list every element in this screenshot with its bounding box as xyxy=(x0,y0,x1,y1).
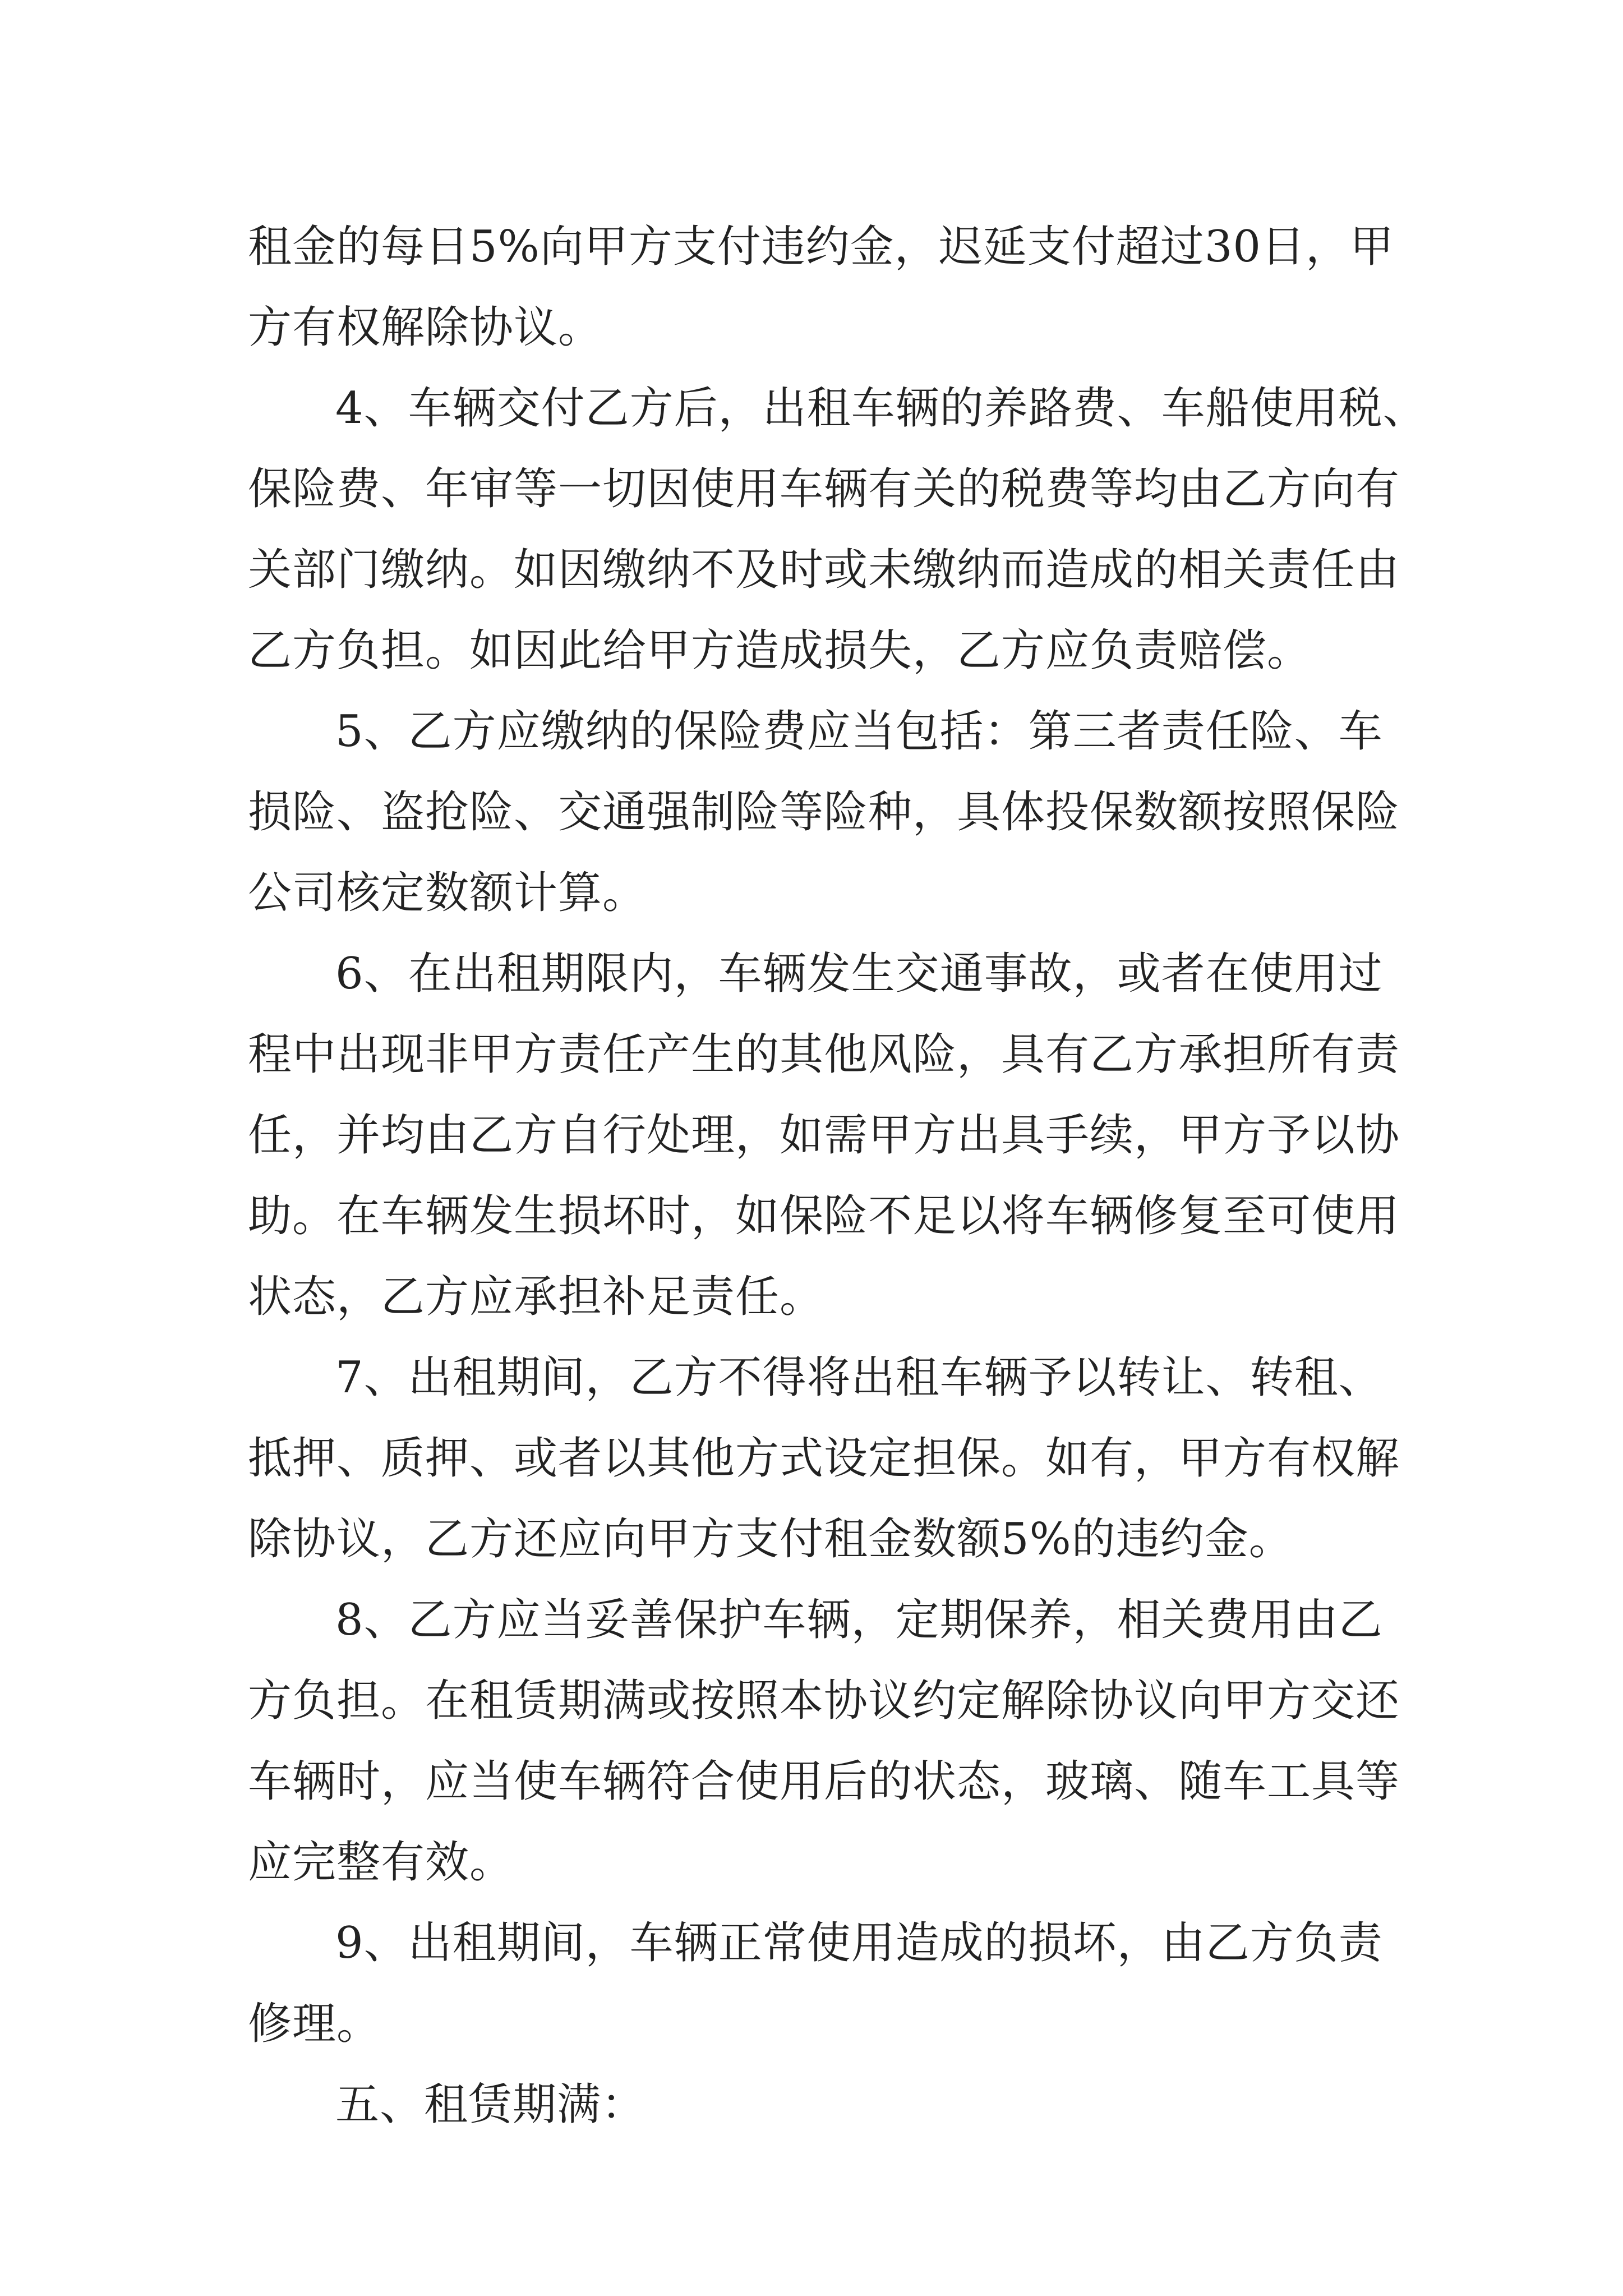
clause-9-line: 9、出租期间，车辆正常使用造成的损坏，由乙方负责 xyxy=(335,1918,1383,1968)
clause-4-line: 4、车辆交付乙方后，出租车辆的养路费、车船使用税、 xyxy=(335,383,1427,434)
text-line: 关部门缴纳。如因缴纳不及时或未缴纳而造成的相关责任由 xyxy=(248,545,1400,595)
text-line: 方负担。在租赁期满或按照本协议约定解除协议向甲方交还 xyxy=(248,1676,1400,1726)
text-line: 公司核定数额计算。 xyxy=(248,868,647,918)
section-heading: 五、租赁期满： xyxy=(335,2079,646,2130)
text-line: 程中出现非甲方责任产生的其他风险，具有乙方承担所有责 xyxy=(248,1029,1400,1080)
text-line: 乙方负担。如因此给甲方造成损失，乙方应负责赔偿。 xyxy=(248,625,1312,676)
text-line: 保险费、年审等一切因使用车辆有关的税费等均由乙方向有 xyxy=(248,464,1400,514)
text-line: 损险、盗抢险、交通强制险等险种，具体投保数额按照保险 xyxy=(248,787,1400,838)
text-line: 应完整有效。 xyxy=(248,1837,514,1888)
text-line: 任，并均由乙方自行处理，如需甲方出具手续，甲方予以协 xyxy=(248,1110,1400,1161)
text-line: 方有权解除协议。 xyxy=(248,302,603,353)
text-line: 修理。 xyxy=(248,1999,381,2049)
clause-6-line: 6、在出租期限内，车辆发生交通事故，或者在使用过 xyxy=(335,949,1383,999)
text-line: 除协议，乙方还应向甲方支付租金数额5%的违约金。 xyxy=(248,1514,1293,1565)
text-line: 抵押、质押、或者以其他方式设定担保。如有，甲方有权解 xyxy=(248,1433,1400,1484)
clause-8-line: 8、乙方应当妥善保护车辆，定期保养，相关费用由乙 xyxy=(335,1595,1383,1645)
clause-7-line: 7、出租期间，乙方不得将出租车辆予以转让、转租、 xyxy=(335,1352,1383,1403)
text-line: 车辆时，应当使车辆符合使用后的状态，玻璃、随车工具等 xyxy=(248,1756,1400,1807)
contract-body xyxy=(248,206,1427,2145)
text-line: 租金的每日5%向甲方支付违约金，迟延支付超过30日，甲 xyxy=(248,222,1394,272)
text-line: 助。在车辆发生损坏时，如保险不足以将车辆修复至可使用 xyxy=(248,1191,1400,1241)
clause-5-line: 5、乙方应缴纳的保险费应当包括：第三者责任险、车 xyxy=(335,706,1383,757)
text-line: 状态，乙方应承担补足责任。 xyxy=(248,1272,824,1322)
